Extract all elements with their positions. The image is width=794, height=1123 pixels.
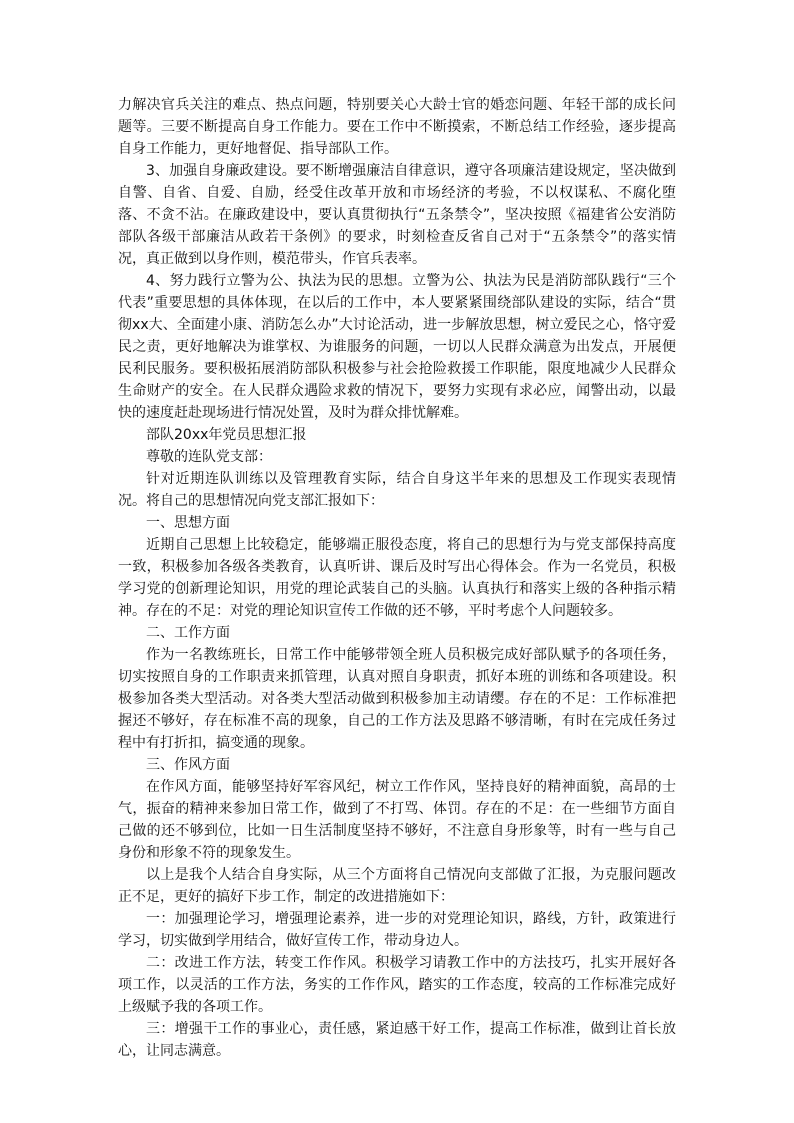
measure-3: 三：增强干工作的事业心，责任感，紧迫感干好工作，提高工作标准，做到让首长放心，让同志满意。 bbox=[118, 1021, 676, 1059]
report-title: 部队20xx年党员思想汇报 bbox=[146, 427, 307, 443]
section-heading-style: 三、作风方面 bbox=[146, 757, 230, 773]
paragraph-intro: 针对近期连队训练以及管理教育实际，结合自身这半年来的思想及工作现实表现情况。将自己的思想情况向党支部汇报如下： bbox=[118, 471, 676, 509]
paragraph-3: 4、努力践行立警为公、执法为民的思想。立警为公、执法为民是消防部队践行“三个代表”重要思想的具体体现，在以后的工作中，本人要紧紧围绕部队建设的实际，结合“贯彻xx大、全面建小康、消防怎么办”大讨论活动，进一步解放思想，树立爱民之心，恪守爱民之责，更好地解决为谁掌权、为谁服务的问题，一切以人民群众满意为出发点，开展便民利民服务。要积极拓展消防部队积极参与社会抢险救援工作职能，限度地减少人民群众生命财产的安全。在人民群众遇险求救的情况下，要努力实现有求必应，闻警出动，以最快的速度赶赴现场进行情况处置，及时为群众排忧解难。 bbox=[118, 273, 676, 421]
paragraph-thought: 近期自己思想上比较稳定，能够端正服役态度，将自己的思想行为与党支部保持高度一致，积极参加各级各类教育，认真听讲、课后及时写出心得体会。作为一名党员，积极学习党的创新理论知识，用党的理论武装自己的头脑。认真执行和落实上级的各种指示精神。存在的不足：对党的理论知识宣传工作做的还不够，平时考虑个人问题较多。 bbox=[118, 537, 676, 619]
section-heading-thought: 一、思想方面 bbox=[146, 515, 230, 531]
paragraph-summary: 以上是我个人结合自身实际，从三个方面将自己情况向支部做了汇报，为克服问题改正不足，更好的搞好下步工作，制定的改进措施如下： bbox=[118, 867, 676, 905]
salutation: 尊敬的连队党支部： bbox=[146, 449, 272, 465]
measure-1: 一：加强理论学习，增强理论素养，进一步的对党理论知识，路线，方针，政策进行学习，切实做到学用结合，做好宣传工作，带动身边人。 bbox=[118, 911, 676, 949]
paragraph-work: 作为一名教练班长，日常工作中能够带领全班人员积极完成好部队赋予的各项任务，切实按照自身的工作职责来抓管理，认真对照自身职责，抓好本班的训练和各项建设。积极参加各类大型活动。对各类大型活动做到积极参加主动请缨。存在的不足：工作标准把握还不够好，存在标准不高的现象，自己的工作方法及思路不够清晰，有时在完成任务过程中有打折扣，搞变通的现象。 bbox=[118, 647, 676, 751]
measure-2: 二：改进工作方法，转变工作作风。积极学习请教工作中的方法技巧，扎实开展好各项工作，以灵活的工作方法，务实的工作作风，踏实的工作态度，较高的工作标准完成好上级赋予我的各项工作。 bbox=[118, 955, 676, 1015]
paragraph-style: 在作风方面，能够坚持好军容风纪，树立工作作风，坚持良好的精神面貌，高昂的士气，振奋的精神来参加日常工作，做到了不打骂、体罚。存在的不足：在一些细节方面自己做的还不够到位，比如一日生活制度坚持不够好，不注意自身形象等，时有一些与自己身份和形象不符的现象发生。 bbox=[118, 779, 676, 861]
section-heading-work: 二、工作方面 bbox=[146, 625, 230, 641]
document-body bbox=[118, 94, 676, 1062]
paragraph-1: 力解决官兵关注的难点、热点问题，特别要关心大龄士官的婚恋问题、年轻干部的成长问题等。三要不断提高自身工作能力。要在工作中不断摸索，不断总结工作经验，逐步提高自身工作能力，更好地督促、指导部队工作。 bbox=[118, 97, 676, 157]
paragraph-2: 3、加强自身廉政建设。要不断增强廉洁自律意识，遵守各项廉洁建设规定，坚决做到自警、自省、自爱、自励，经受住改革开放和市场经济的考验，不以权谋私、不腐化堕落、不贪不沾。在廉政建设中，要认真贯彻执行“五条禁令”，坚决按照《福建省公安消防部队各级干部廉洁从政若干条例》的要求，时刻检查反省自己对于“五条禁令”的落实情况，真正做到以身作则，模范带头，作官兵表率。 bbox=[118, 163, 676, 267]
